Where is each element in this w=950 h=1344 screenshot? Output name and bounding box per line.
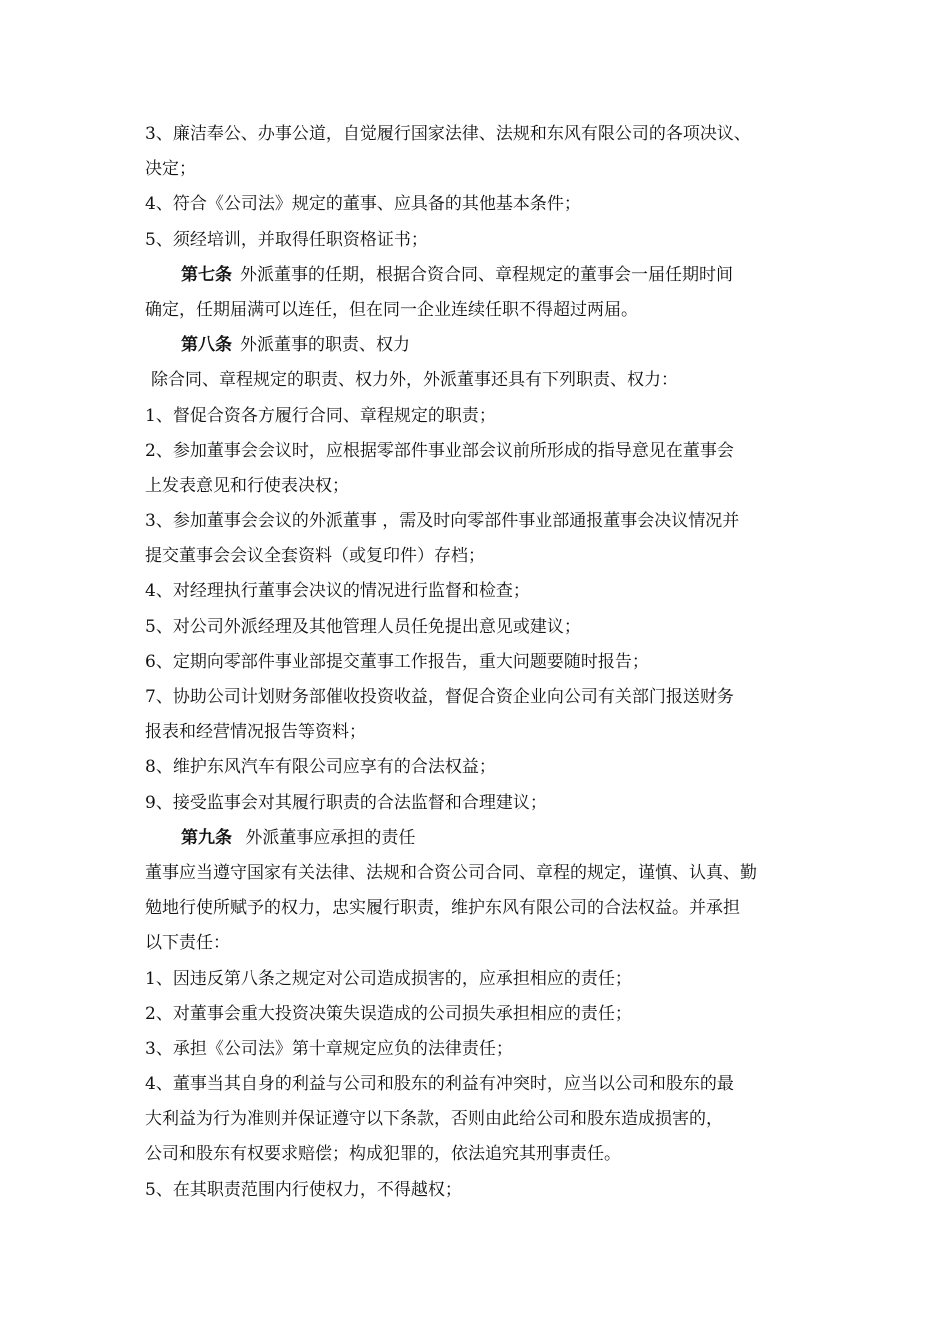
- article-number: 第七条: [181, 264, 232, 285]
- paragraph-line: 5、对公司外派经理及其他管理人员任免提出意见或建议；: [145, 616, 581, 637]
- paragraph-line: 7、协助公司计划财务部催收投资收益，督促合资企业向公司有关部门报送财务: [145, 687, 734, 707]
- paragraph-line: 9、接受监事会对其履行职责的合法监督和合理建议；: [145, 792, 547, 813]
- paragraph-line: 5、须经培训，并取得任职资格证书；: [145, 229, 428, 250]
- paragraph-line: 提交董事会会议全套资料（或复印件）存档；: [145, 546, 485, 567]
- paragraph-line: 勉地行使所赋予的权力，忠实履行职责，维护东风有限公司的合法权益。并承担: [145, 898, 740, 919]
- paragraph-line: 6、定期向零部件事业部提交董事工作报告，重大问题要随时报告；: [145, 651, 649, 672]
- article-heading: [145, 328, 815, 363]
- article-number: 第九条: [181, 827, 232, 848]
- paragraph-line: 决定；: [145, 159, 196, 180]
- paragraph-line: 2、参加董事会会议时，应根据零部件事业部会议前所形成的指导意见在董事会: [145, 440, 734, 461]
- paragraph-line: 3、承担《公司法》第十章规定应负的法律责任；: [145, 1038, 513, 1059]
- article-title: 外派董事的任期，根据合资合同、章程规定的董事会一届任期时间: [240, 264, 733, 285]
- paragraph-line: 3、参加董事会会议的外派董事 ，需及时向零部件事业部通报董事会决议情况并: [145, 511, 740, 532]
- article-heading: [145, 258, 815, 293]
- paragraph-line: 公司和股东有权要求赔偿；构成犯罪的，依法追究其刑事责任。: [145, 1144, 621, 1165]
- paragraph-line: 以下责任：: [145, 933, 230, 954]
- paragraph-line: 董事应当遵守国家有关法律、法规和合资公司合同、章程的规定，谨慎、认真、勤: [145, 862, 757, 883]
- paragraph-line: 1、督促合资各方履行合同、章程规定的职责；: [145, 405, 496, 426]
- paragraph-line: 4、董事当其自身的利益与公司和股东的利益有冲突时，应当以公司和股东的最: [145, 1074, 734, 1095]
- article-title: 外派董事应承担的责任: [240, 827, 416, 848]
- paragraph-line: 8、维护东风汽车有限公司应享有的合法权益；: [145, 757, 496, 778]
- paragraph-line: 大利益为行为准则并保证遵守以下条款，否则由此给公司和股东造成损害的，: [145, 1109, 723, 1130]
- paragraph-line: 上发表意见和行使表决权；: [145, 475, 349, 496]
- article-heading: [145, 821, 815, 856]
- article-number: 第八条: [181, 335, 232, 356]
- paragraph-line: 3、廉洁奉公、办事公道，自觉履行国家法律、法规和东风有限公司的各项决议、: [145, 124, 751, 144]
- paragraph-line: 报表和经营情况报告等资料；: [145, 722, 366, 743]
- paragraph-line: 确定，任期届满可以连任，但在同一企业连续任职不得超过两届。: [145, 299, 638, 320]
- paragraph-line: 除合同、章程规定的职责、权力外，外派董事还具有下列职责、权力：: [151, 370, 678, 391]
- document-body: [145, 117, 815, 1208]
- paragraph-line: 1、因违反第八条之规定对公司造成损害的，应承担相应的责任；: [145, 968, 632, 989]
- paragraph-line: 2、对董事会重大投资决策失误造成的公司损失承担相应的责任；: [145, 1003, 632, 1024]
- paragraph-line: 4、对经理执行董事会决议的情况进行监督和检查；: [145, 581, 530, 602]
- article-title: 外派董事的职责、权力: [240, 335, 410, 356]
- paragraph-line: 4、符合《公司法》规定的董事、应具备的其他基本条件；: [145, 194, 581, 215]
- paragraph-line: 5、在其职责范围内行使权力，不得越权；: [145, 1179, 462, 1200]
